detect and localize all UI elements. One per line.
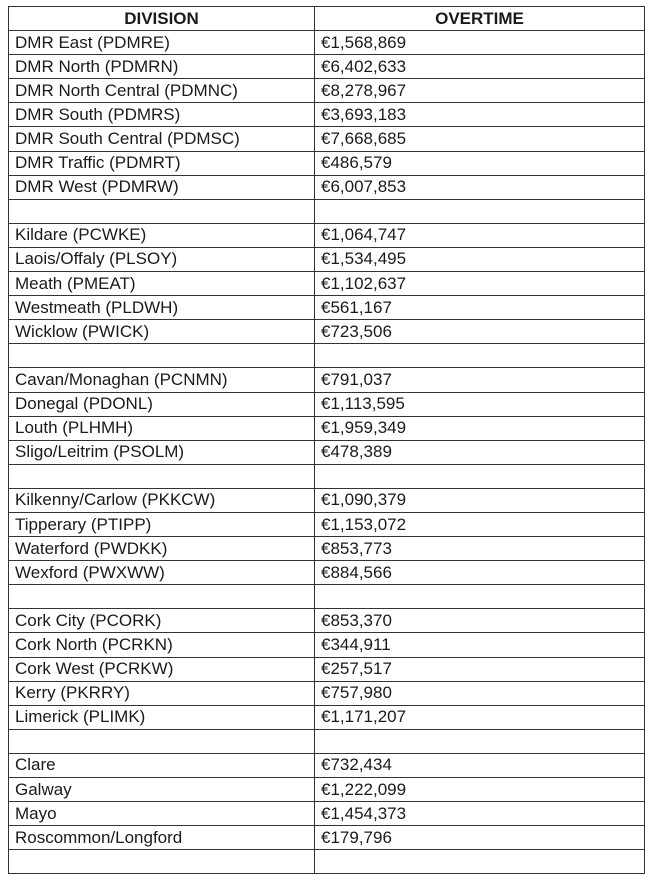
overtime-cell: €1,222,099 (315, 778, 645, 802)
table-row (9, 753, 645, 777)
table-row (9, 802, 645, 826)
division-cell: Cavan/Monaghan (PCNMN) (9, 368, 315, 392)
table-spacer-row (9, 344, 645, 368)
table-row (9, 440, 645, 464)
division-cell: DMR East (PDMRE) (9, 31, 315, 55)
header-row (9, 7, 645, 31)
overtime-cell: €561,167 (315, 296, 645, 320)
division-cell: Kerry (PKRRY) (9, 681, 315, 705)
table-spacer-row (9, 585, 645, 609)
overtime-cell: €179,796 (315, 826, 645, 850)
table-spacer-row (9, 850, 645, 874)
overtime-cell: €344,911 (315, 633, 645, 657)
table-row (9, 416, 645, 440)
division-cell: Westmeath (PLDWH) (9, 296, 315, 320)
overtime-cell: €757,980 (315, 681, 645, 705)
division-cell: Kildare (PCWKE) (9, 223, 315, 247)
division-cell (9, 585, 315, 609)
overtime-cell: €1,454,373 (315, 802, 645, 826)
table-row (9, 537, 645, 561)
table-body (9, 31, 645, 874)
overtime-cell (315, 344, 645, 368)
table-row (9, 633, 645, 657)
overtime-cell (315, 199, 645, 223)
overtime-cell: €1,171,207 (315, 705, 645, 729)
table-row (9, 778, 645, 802)
table-row (9, 826, 645, 850)
division-cell (9, 464, 315, 488)
division-cell: DMR South Central (PDMSC) (9, 127, 315, 151)
division-cell (9, 850, 315, 874)
division-column-header: DIVISION (9, 7, 315, 31)
division-cell: Laois/Offaly (PLSOY) (9, 247, 315, 271)
overtime-cell: €853,370 (315, 609, 645, 633)
overtime-cell: €486,579 (315, 151, 645, 175)
table-row (9, 320, 645, 344)
overtime-cell: €791,037 (315, 368, 645, 392)
division-cell: Meath (PMEAT) (9, 272, 315, 296)
overtime-cell: €1,102,637 (315, 272, 645, 296)
division-cell: DMR South (PDMRS) (9, 103, 315, 127)
division-cell: Donegal (PDONL) (9, 392, 315, 416)
overtime-cell: €1,534,495 (315, 247, 645, 271)
table-row (9, 103, 645, 127)
overtime-cell (315, 585, 645, 609)
overtime-cell: €1,153,072 (315, 512, 645, 536)
table-spacer-row (9, 729, 645, 753)
overtime-cell (315, 850, 645, 874)
division-cell: Louth (PLHMH) (9, 416, 315, 440)
division-cell: DMR West (PDMRW) (9, 175, 315, 199)
table-row (9, 488, 645, 512)
overtime-column-header: OVERTIME (315, 7, 645, 31)
overtime-cell: €1,568,869 (315, 31, 645, 55)
table-row (9, 127, 645, 151)
division-cell: Wexford (PWXWW) (9, 561, 315, 585)
table-row (9, 223, 645, 247)
overtime-cell: €1,959,349 (315, 416, 645, 440)
overtime-cell: €6,402,633 (315, 55, 645, 79)
division-cell: DMR Traffic (PDMRT) (9, 151, 315, 175)
division-cell: Sligo/Leitrim (PSOLM) (9, 440, 315, 464)
table-row (9, 55, 645, 79)
division-cell: Waterford (PWDKK) (9, 537, 315, 561)
table-row (9, 512, 645, 536)
table-row (9, 609, 645, 633)
overtime-cell: €1,113,595 (315, 392, 645, 416)
division-cell (9, 729, 315, 753)
division-cell: DMR North Central (PDMNC) (9, 79, 315, 103)
overtime-cell: €3,693,183 (315, 103, 645, 127)
division-cell: Galway (9, 778, 315, 802)
overtime-cell: €853,773 (315, 537, 645, 561)
overtime-cell (315, 464, 645, 488)
table-row (9, 681, 645, 705)
table-row (9, 705, 645, 729)
overtime-cell: €1,064,747 (315, 223, 645, 247)
division-cell: Kilkenny/Carlow (PKKCW) (9, 488, 315, 512)
overtime-cell: €257,517 (315, 657, 645, 681)
overtime-cell (315, 729, 645, 753)
overtime-cell: €732,434 (315, 753, 645, 777)
table-row (9, 31, 645, 55)
table-row (9, 392, 645, 416)
division-cell: Tipperary (PTIPP) (9, 512, 315, 536)
table-row (9, 175, 645, 199)
table-row (9, 272, 645, 296)
division-cell: DMR North (PDMRN) (9, 55, 315, 79)
division-cell: Clare (9, 753, 315, 777)
table-row (9, 296, 645, 320)
overtime-cell: €6,007,853 (315, 175, 645, 199)
table-spacer-row (9, 464, 645, 488)
table-spacer-row (9, 199, 645, 223)
overtime-cell: €8,278,967 (315, 79, 645, 103)
division-cell (9, 344, 315, 368)
overtime-cell: €7,668,685 (315, 127, 645, 151)
division-cell: Mayo (9, 802, 315, 826)
table-row (9, 368, 645, 392)
overtime-cell: €723,506 (315, 320, 645, 344)
overtime-cell: €1,090,379 (315, 488, 645, 512)
table-row (9, 657, 645, 681)
table-row (9, 561, 645, 585)
table-row (9, 247, 645, 271)
table-row (9, 151, 645, 175)
division-cell (9, 199, 315, 223)
division-cell: Wicklow (PWICK) (9, 320, 315, 344)
division-cell: Cork City (PCORK) (9, 609, 315, 633)
division-cell: Limerick (PLIMK) (9, 705, 315, 729)
division-cell: Roscommon/Longford (9, 826, 315, 850)
overtime-cell: €478,389 (315, 440, 645, 464)
table-row (9, 79, 645, 103)
division-cell: Cork West (PCRKW) (9, 657, 315, 681)
division-cell: Cork North (PCRKN) (9, 633, 315, 657)
overtime-cell: €884,566 (315, 561, 645, 585)
overtime-table (8, 6, 645, 874)
